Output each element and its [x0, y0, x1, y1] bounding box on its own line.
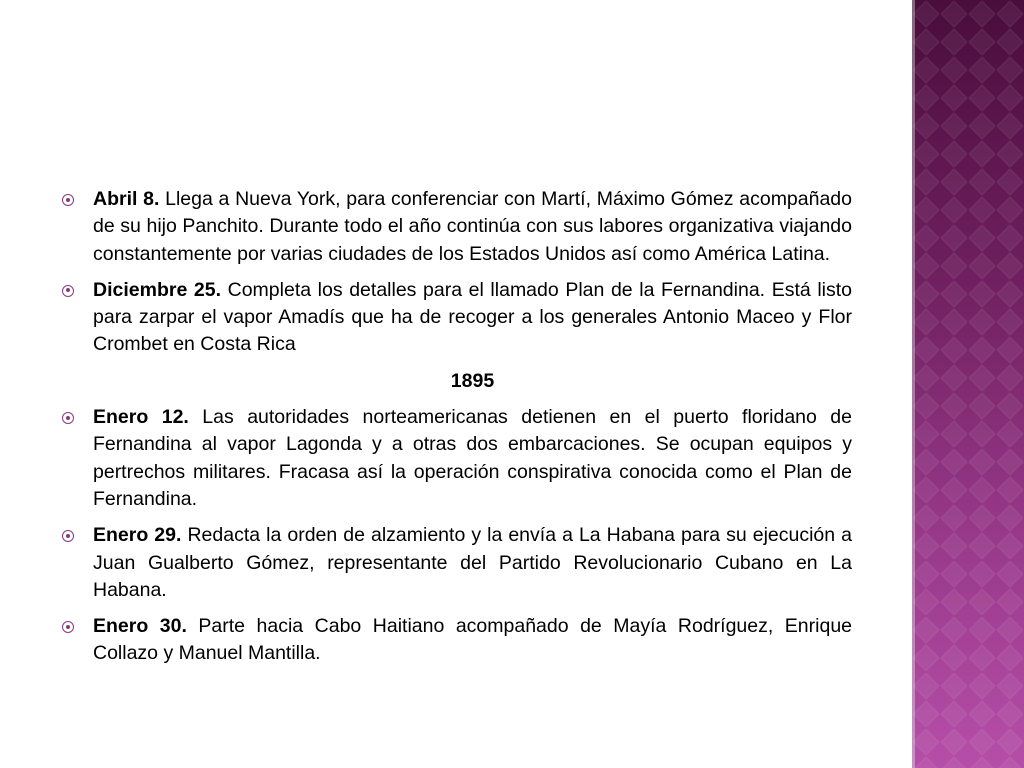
entry-text: Redacta la orden de alzamiento y la envía a La Habana para su ejecución a Juan Gualberto Gómez, representante del Partido Revolucionario Cubano en La Habana.	[93, 524, 852, 601]
timeline-entry-diciembre-25	[62, 277, 852, 359]
circle-dot-icon	[62, 412, 74, 424]
timeline-entry-enero-30	[62, 613, 852, 668]
entry-date: Abril 8.	[93, 188, 160, 210]
entry-date: Enero 29.	[93, 524, 182, 547]
timeline-content	[62, 186, 852, 677]
timeline-entry-abril-8	[62, 186, 852, 268]
circle-dot-icon	[62, 194, 74, 206]
entry-text: Completa los detalles para el llamado Plan de la Fernandina. Está listo para zarpar el vapor Amadís que ha de recoger a los generales Antonio Maceo y Flor Crombet en Costa Rica	[93, 278, 852, 356]
circle-dot-icon	[62, 530, 74, 542]
year-heading: 1895	[450, 369, 495, 392]
circle-dot-icon	[62, 621, 74, 633]
timeline-entry-enero-12	[62, 404, 852, 513]
entry-date: Enero 30.	[93, 615, 187, 638]
circle-dot-icon	[62, 285, 74, 297]
entry-date: Enero 12.	[93, 406, 189, 429]
entry-text: Las autoridades norteamericanas detienen en el puerto floridano de Fernandina al vapor Lagonda y a otras dos embarcaciones. Se ocupan equipos y pertrechos militares. Fracasa así la operación conspirativa conocida como el Plan de Fernandina.	[93, 406, 852, 510]
decorative-side-panel	[912, 0, 1024, 768]
entry-date: Diciembre 25.	[93, 278, 222, 301]
entry-text: Parte hacia Cabo Haitiano acompañado de Mayía Rodríguez, Enrique Collazo y Manuel Mantilla.	[93, 615, 853, 665]
entry-text: Llega a Nueva York, para conferenciar con Martí, Máximo Gómez acompañado de su hijo Panchito. Durante todo el año continúa con sus labores organizativa viajando constantemente por varias ciudades de los Estados Unidos así como América Latina.	[93, 188, 853, 265]
timeline-entry-enero-29	[62, 522, 852, 604]
diamond-pattern	[912, 0, 1024, 768]
